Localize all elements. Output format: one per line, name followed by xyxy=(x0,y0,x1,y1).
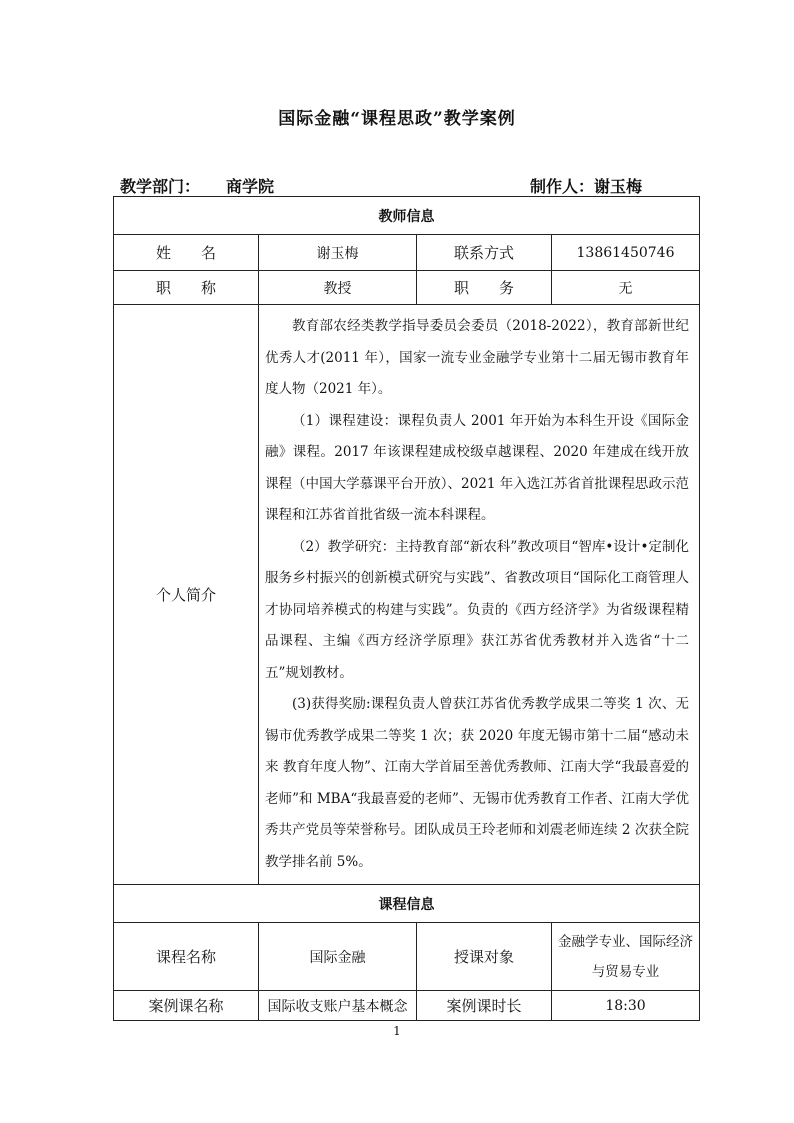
case-row xyxy=(114,991,700,1021)
course-section-header: 课程信息 xyxy=(114,885,700,923)
bio-paragraph: (3)获得奖励:课程负责人曾获江苏省优秀教学成果二等奖 1 次、无锡市优秀教学成果二等奖 1 次；获 2020 年度无锡市第十二届“感动未来 教育年度人物”、江南大学首届至善优秀教师、江南大学“我最喜爱的老师”和 MBA“我最喜爱的老师”、无锡市优秀教育工作者、江南大学优秀共产党员等荣誉称号。团队成员王玲老师和刘震老师连续 2 次获全院教学排名前 5%。 xyxy=(265,696,689,870)
case-name-label: 案例课名称 xyxy=(114,991,259,1021)
bio-paragraph: 教育部农经类教学指导委员会委员（2018-2022），教育部新世纪优秀人才(2011 年），国家一流专业金融学专业第十二届无锡市教育年度人物（2021 年）。 xyxy=(265,318,689,397)
case-duration-value: 18:30 xyxy=(552,991,700,1021)
title-value: 教授 xyxy=(259,271,417,305)
name-value: 谢玉梅 xyxy=(259,235,417,271)
case-name-value: 国际收支账户基本概念 xyxy=(259,991,417,1021)
bio-label: 个人简介 xyxy=(114,305,259,885)
position-label: 职 务 xyxy=(417,271,552,305)
name-contact-row xyxy=(114,235,700,271)
case-duration-label: 案例课时长 xyxy=(417,991,552,1021)
department-line xyxy=(120,174,274,197)
course-name-label: 课程名称 xyxy=(114,923,259,991)
bio-content xyxy=(259,305,700,885)
name-label: 姓 名 xyxy=(114,235,259,271)
teacher-section-header: 教师信息 xyxy=(114,197,700,235)
course-section-header-row xyxy=(114,885,700,923)
department-value: 商学院 xyxy=(226,177,275,196)
target-label: 授课对象 xyxy=(417,923,552,991)
author-value: 谢玉梅 xyxy=(594,177,643,196)
title-position-row xyxy=(114,271,700,305)
department-label: 教学部门： xyxy=(120,177,201,196)
bio-paragraph: （2）教学研究：主持教育部“新农科”教改项目“智库•设计•定制化服务乡村振兴的创新模式研究与实践”、省教改项目“国际化工商管理人才协同培养模式的构建与实践”。负责的《西方经济学》为省级课程精品课程、主编《西方经济学原理》获江苏省优秀教材并入选省“十二五”规划教材。 xyxy=(265,538,689,681)
info-table xyxy=(113,196,700,1021)
course-name-value: 国际金融 xyxy=(259,923,417,991)
contact-label: 联系方式 xyxy=(417,235,552,271)
teacher-section-header-row xyxy=(114,197,700,235)
course-name-row xyxy=(114,923,700,991)
contact-value: 13861450746 xyxy=(552,235,700,271)
author-label: 制作人： xyxy=(530,177,595,196)
bio-paragraph: （1）课程建设：课程负责人 2001 年开始为本科生开设《国际金融》课程。2017 年该课程建成校级卓越课程、2020 年建成在线开放课程（中国大学慕课平台开放）、2021 年入选江苏省首批课程思政示范课程和江苏省首批省级一流本科课程。 xyxy=(265,412,689,523)
page-number: 1 xyxy=(393,1024,401,1038)
target-value: 金融学专业、国际经济与贸易专业 xyxy=(552,923,700,991)
position-value: 无 xyxy=(552,271,700,305)
author-line xyxy=(530,174,642,197)
document-title: 国际金融“课程思政”教学案例 xyxy=(278,109,516,129)
title-label: 职 称 xyxy=(114,271,259,305)
bio-row xyxy=(114,305,700,885)
